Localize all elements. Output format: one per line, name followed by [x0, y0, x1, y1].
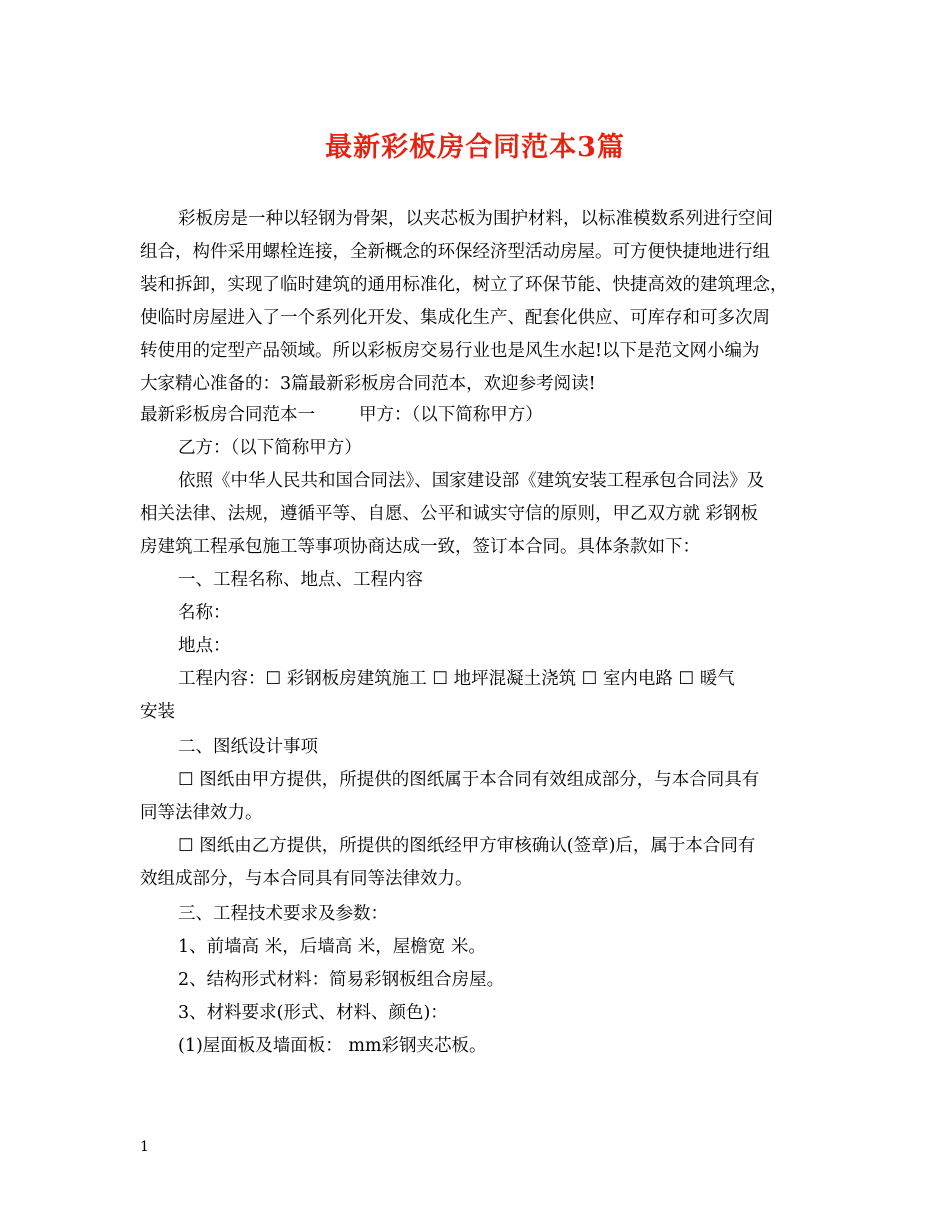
- project-content-line: 安装: [140, 702, 175, 722]
- spec-item: 2、结构形式材料：简易彩钢板组合房屋。: [178, 970, 505, 990]
- intro-line: 使临时房屋进入了一个系列化开发、集成化生产、配套化供应、可库存和可多次周: [140, 308, 770, 328]
- section-heading: 二、图纸设计事项: [178, 737, 318, 757]
- intro-line: 装和拆卸，实现了临时建筑的通用标准化，树立了环保节能、快捷高效的建筑理念，: [140, 275, 788, 295]
- drawing-option-line: 效组成部分，与本合同具有同等法律效力。: [140, 869, 473, 889]
- drawing-option-line: 同等法律效力。: [140, 803, 263, 823]
- party-b-label: 乙方：（以下简称甲方）: [178, 438, 362, 458]
- spec-item: (1)屋面板及墙面板： mm彩钢夹芯板。: [178, 1036, 487, 1056]
- spec-item: 1、前墙高 米，后墙高 米，屋檐宽 米。: [178, 937, 486, 957]
- party-a-label: 甲方：（以下简称甲方）: [359, 405, 543, 425]
- intro-line: 彩板房是一种以轻钢为骨架，以夹芯板为围护材料，以标准模数系列进行空间: [178, 209, 773, 229]
- basis-paragraph-line: 相关法律、法规，遵循平等、自愿、公平和诚实守信的原则，甲乙双方就 彩钢板: [140, 504, 759, 524]
- basis-paragraph-line: 房建筑工程承包施工等事项协商达成一致，签订本合同。具体条款如下：: [140, 537, 700, 557]
- section-heading: 三、工程技术要求及参数：: [178, 904, 388, 924]
- intro-line: 组合，构件采用螺栓连接，全新概念的环保经济型活动房屋。可方便快捷地进行组: [140, 242, 770, 262]
- drawing-option-line: ☐ 图纸由乙方提供，所提供的图纸经甲方审核确认(签章)后，属于本合同有: [178, 836, 756, 856]
- drawing-option-line: ☐ 图纸由甲方提供，所提供的图纸属于本合同有效组成部分，与本合同具有: [178, 770, 760, 790]
- document-title: 最新彩板房合同范本3篇: [325, 132, 625, 163]
- project-name-label: 名称：: [178, 603, 231, 623]
- intro-line: 大家精心准备的：3篇最新彩板房合同范本，欢迎参考阅读!: [140, 374, 596, 394]
- project-location-label: 地点：: [178, 636, 231, 656]
- basis-paragraph-line: 依照《中华人民共和国合同法》、国家建设部《建筑安装工程承包合同法》及: [178, 471, 765, 491]
- spec-item: 3、材料要求(形式、材料、颜色)：: [178, 1003, 448, 1023]
- intro-line: 转使用的定型产品领域。所以彩板房交易行业也是风生水起!以下是范文网小编为: [140, 341, 760, 361]
- contract-heading-row: [140, 403, 543, 427]
- page-number: 1: [140, 1139, 149, 1155]
- project-content-line: 工程内容：☐ 彩钢板房建筑施工 ☐ 地坪混凝土浇筑 ☐ 室内电路 ☐ 暖气: [178, 669, 735, 689]
- section-heading: 一、工程名称、地点、工程内容: [178, 570, 423, 590]
- contract-heading: 最新彩板房合同范本一: [140, 405, 315, 425]
